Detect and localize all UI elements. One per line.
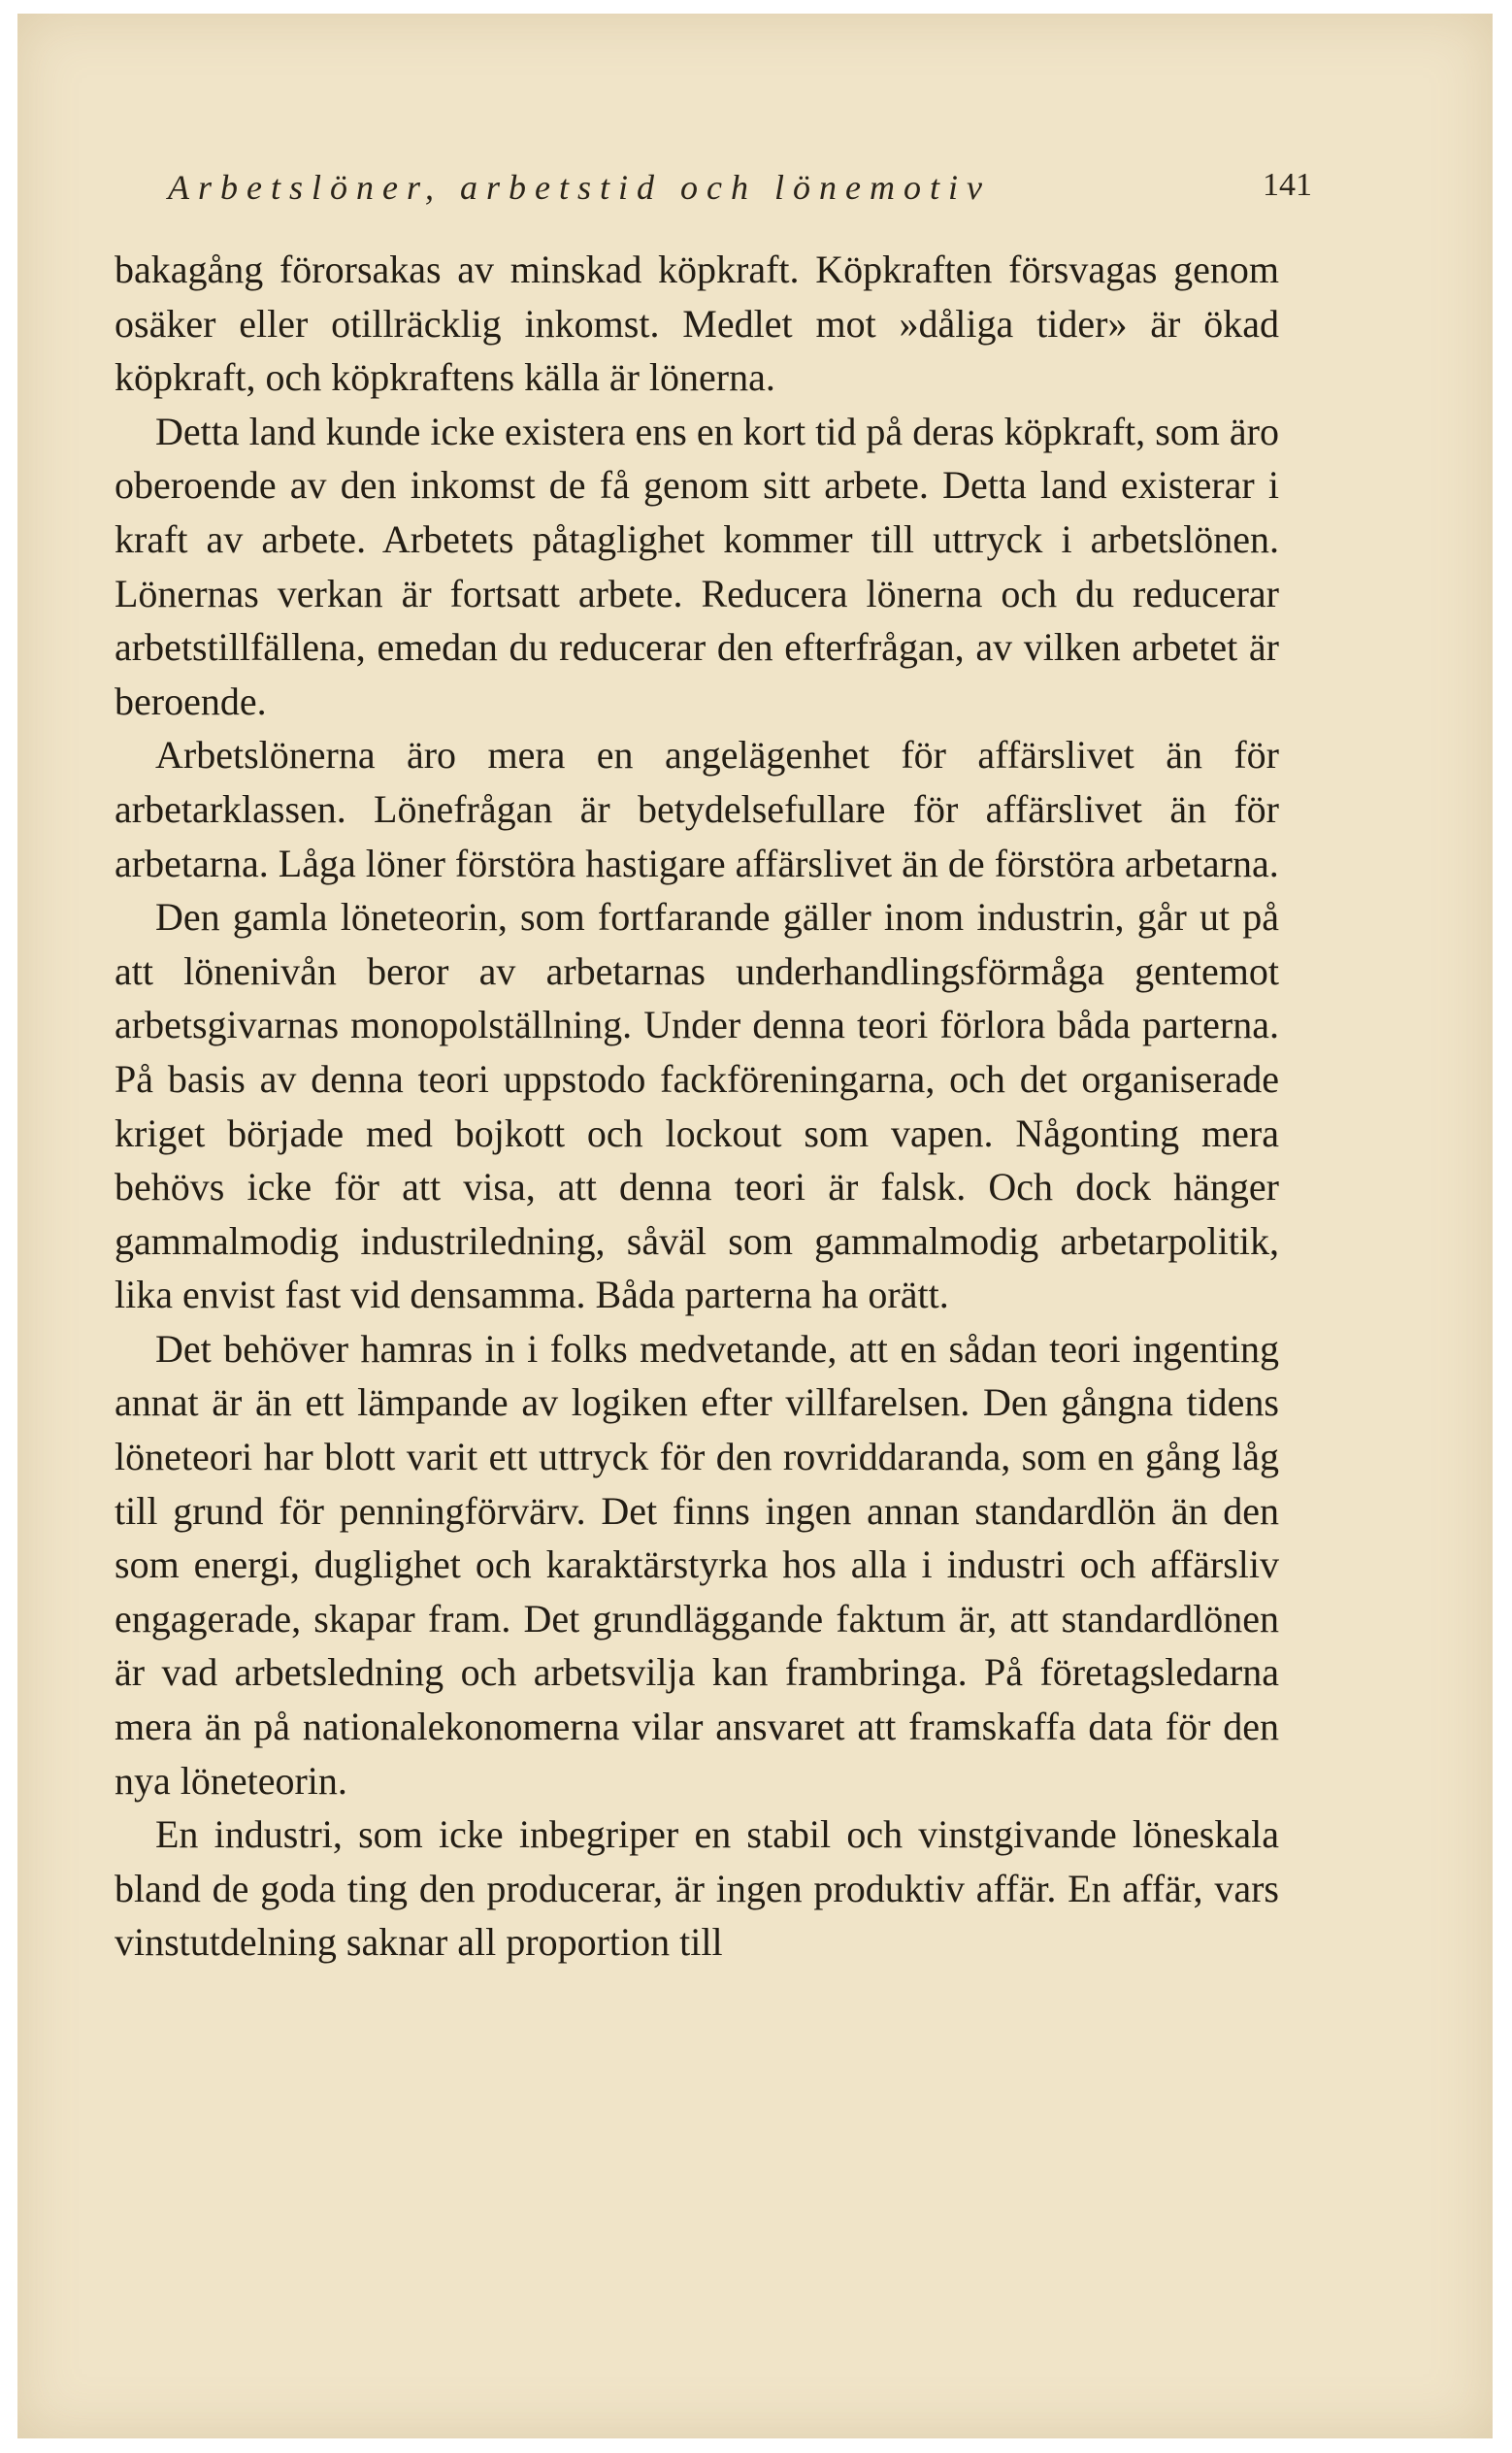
running-title: Arbetslöner, arbetstid och lönemotiv — [168, 168, 991, 207]
paragraph-continuation: bakagång förorsakas av minskad köpkraft. Köpkraften försvagas genom osäker eller otillräcklig inkomst. Medlet mot »dåliga tider» är ökad köpkraft, och köpkraftens källa är lönerna. — [115, 248, 1279, 400]
body-text — [115, 243, 1279, 1970]
paragraph: Arbetslönerna äro mera en angelägenhet för affärslivet än för arbetarklassen. Lönefrågan är betydelsefullare för affärslivet än för arbetarna. Låga löner förstöra hastigare affärslivet än de förstöra arbetarna. — [115, 733, 1279, 885]
paragraph: Den gamla löneteorin, som fortfarande gäller inom industrin, går ut på att lönenivån beror av arbetarnas underhandlingsförmåga gentemot arbetsgivarnas monopolställning. Under denna teori förlora båda parterna. På basis av denna teori uppstodo fackföreningarna, och det organiserade kriget började med bojkott och lockout som vapen. Någonting mera behövs icke för att visa, att denna teori är falsk. Och dock hänger gammalmodig industriledning, såväl som gammalmodig arbetarpolitik, lika envist fast vid densamma. Båda parterna ha orätt. — [115, 895, 1279, 1317]
book-page — [17, 14, 1493, 2438]
page-header — [17, 167, 1493, 221]
paragraph: En industri, som icke inbegriper en stabil och vinstgivande löneskala bland de goda ting den producerar, är ingen produktiv affär. En affär, vars vinstutdelning saknar all proportion till — [115, 1812, 1279, 1965]
paragraph: Det behöver hamras in i folks medvetande, att en sådan teori ingenting annat är än ett lämpande av logiken efter villfarelsen. Den gångna tidens löneteori har blott varit ett uttryck för den rovriddaranda, som en gång låg till grund för penningförvärv. Det finns ingen annan standardlön än den som energi, duglighet och karaktärstyrka hos alla i industri och affärsliv engagerade, skapar fram. Det grundläggande faktum är, att standardlönen är vad arbetsledning och arbetsvilja kan frambringa. På företagsledarna mera än på nationalekonomerna vilar ansvaret att framskaffa data för den nya löneteorin. — [115, 1326, 1279, 1803]
paragraph: Detta land kunde icke existera ens en kort tid på deras köpkraft, som äro oberoende av den inkomst de få genom sitt arbete. Detta land existerar i kraft av arbete. Arbetets påtaglighet kommer till uttryck i arbetslönen. Lönernas verkan är fortsatt arbete. Reducera lönerna och du reducerar arbetstillfällena, emedan du reducerar den efterfrågan, av vilken arbetet är beroende. — [115, 409, 1279, 723]
page-number: 141 — [1263, 167, 1312, 203]
